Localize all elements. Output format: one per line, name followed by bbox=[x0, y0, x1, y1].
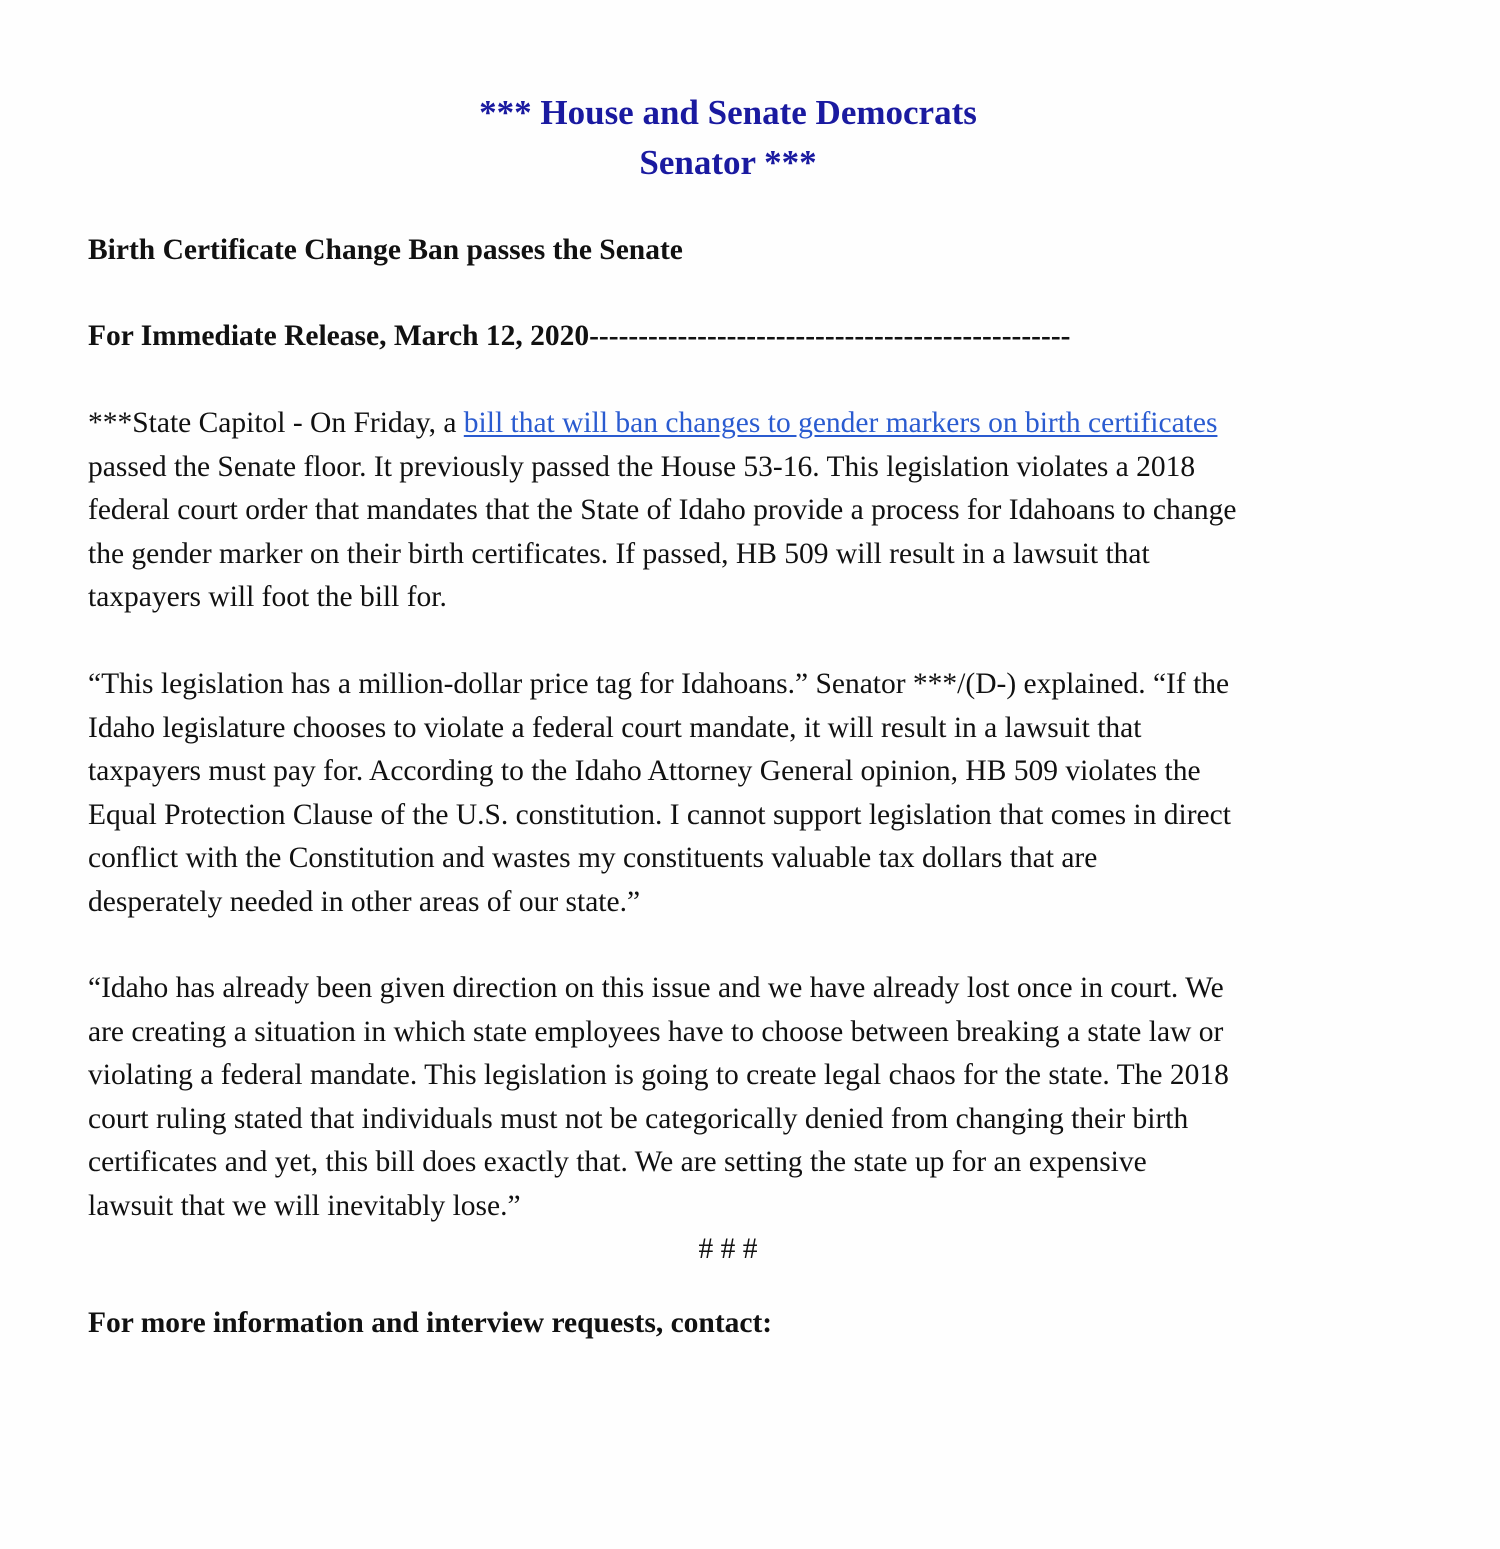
paragraph-1-line: taxpayers will foot the bill for. bbox=[88, 581, 447, 613]
paragraph-1-line: the gender marker on their birth certificates. If passed, HB 509 will result in a lawsuit that bbox=[88, 537, 1150, 570]
contact-heading: For more information and interview requests, contact: bbox=[88, 1307, 773, 1339]
bill-link[interactable]: bill that will ban changes to gender markers on birth certificates bbox=[463, 407, 1218, 439]
paragraph-1-line: passed the Senate floor. It previously passed the House 53-16. This legislation violates a 2018 bbox=[88, 450, 1196, 483]
letterhead-line-1: *** House and Senate Democrats bbox=[479, 93, 977, 132]
paragraph-2-quote bbox=[88, 663, 1388, 924]
paragraph-1-prefix: ***State Capitol - On Friday, a bbox=[88, 407, 464, 439]
paragraph-3-line: certificates and yet, this bill does exactly that. We are setting the state up for an expensive bbox=[88, 1146, 1147, 1178]
letterhead bbox=[0, 88, 1456, 188]
paragraph-3-line: are creating a situation in which state employees have to choose between breaking a state law or bbox=[88, 1015, 1224, 1048]
paragraph-1-line: federal court order that mandates that the State of Idaho provide a process for Idahoans to change bbox=[88, 494, 1237, 526]
paragraph-2-line: “This legislation has a million-dollar price tag for Idahoans.” Senator ***/(D-) explained. “If the bbox=[88, 668, 1230, 700]
paragraph-2-line: taxpayers must pay for. According to the Idaho Attorney General opinion, HB 509 violates the bbox=[88, 755, 1201, 787]
paragraph-2-line: Idaho legislature chooses to violate a federal court mandate, it will result in a lawsuit that bbox=[88, 711, 1142, 744]
paragraph-1 bbox=[88, 402, 1388, 620]
paragraph-2-line: conflict with the Constitution and wastes my constituents valuable tax dollars that are bbox=[88, 842, 1098, 874]
end-mark: # # # bbox=[698, 1233, 758, 1265]
paragraph-3-line: court ruling stated that individuals must not be categorically denied from changing their birth bbox=[88, 1102, 1189, 1135]
paragraph-3-quote bbox=[88, 967, 1388, 1228]
paragraph-1-line-1 bbox=[88, 402, 1388, 446]
paragraph-3-line: violating a federal mandate. This legislation is going to create legal chaos for the state. The 2018 bbox=[88, 1059, 1229, 1091]
headline: Birth Certificate Change Ban passes the Senate bbox=[88, 234, 683, 266]
paragraph-3-line: lawsuit that we will inevitably lose.” bbox=[88, 1189, 521, 1222]
paragraph-3-line: “Idaho has already been given direction on this issue and we have already lost once in court. We bbox=[88, 972, 1224, 1004]
paragraph-2-line: Equal Protection Clause of the U.S. constitution. I cannot support legislation that comes in direct bbox=[88, 798, 1231, 831]
letterhead-line-2: Senator *** bbox=[639, 143, 817, 182]
paragraph-2-line: desperately needed in other areas of our state.” bbox=[88, 885, 641, 918]
release-date-line: For Immediate Release, March 12, 2020------------------------------------------------- bbox=[88, 320, 1071, 352]
